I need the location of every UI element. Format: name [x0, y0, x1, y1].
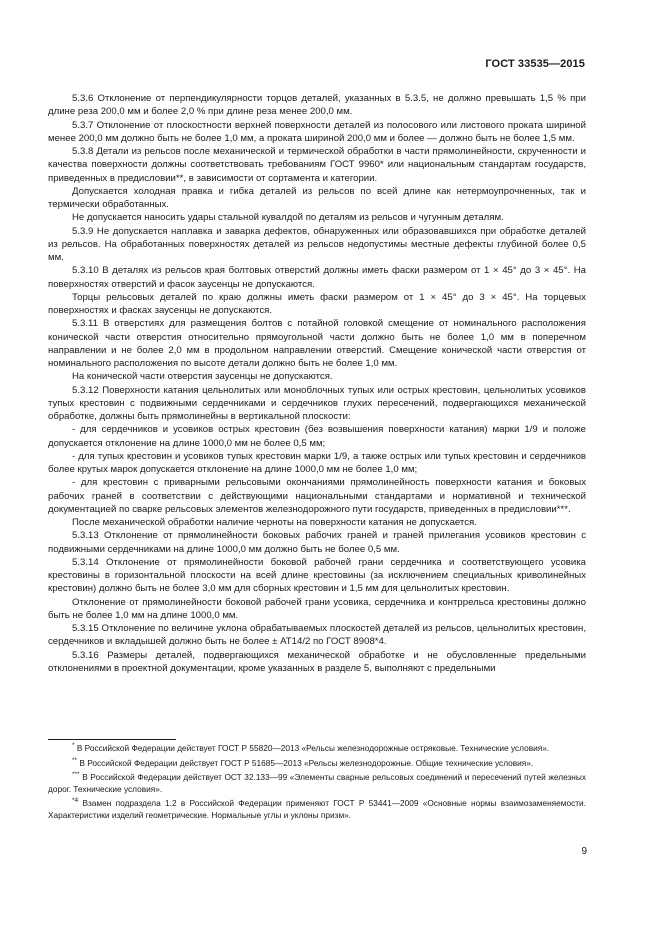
footnote [48, 772, 586, 795]
paragraph: 5.3.14 Отклонение от прямолинейности боковой рабочей грани сердечника и соответствующего усовика крестовины в горизонтальной плоскости на всей длине крестовины (за исключением специальных криволинейных крестовин) должно быть не более 3,0 мм для сборных крестовин и 1,5 мм для цельнолитых крестовин. [48, 556, 586, 595]
footnote-text: В Российской Федерации действует ГОСТ Р 55820—2013 «Рельсы железнодорожные остряковые. Технические условия». [76, 743, 550, 753]
footnote-text: Взамен подраздела 1.2 в Российской Федерации применяют ГОСТ Р 53441—2009 «Основные нормы взаимозаменяемости. Характеристики изделий геометрические. Нормальные углы и уклоны призм». [48, 798, 586, 820]
footnote [48, 798, 586, 821]
paragraph: Отклонение от прямолинейности боковой рабочей грани усовика, сердечника и контррельса крестовины должно быть не более 1,0 мм на длине 1000,0 мм. [48, 596, 586, 621]
paragraph: 5.3.13 Отклонение от прямолинейности боковых рабочих граней и граней прилегания усовиков крестовин с подвижными сердечниками на длине 1000,0 мм должно быть не более 0,5 мм. [48, 530, 586, 555]
footnote-text: В Российской Федерации действует ГОСТ Р 51685—2013 «Рельсы железнодорожные. Общие технические условия». [79, 757, 534, 768]
list-item: - для крестовин с приварными рельсовыми окончаниями прямолинейность поверхности катания и боковых рабочих граней в соответствии с действующими национальными стандартами и нормативной и технической документацией по сварке рельсовых элементов железнодорожного пути государств, приведенных в предисловии***. [48, 477, 586, 515]
footnote-text: В Российской Федерации действует ОСТ 32.133—99 «Элементы сварные рельсовых соединений и пересечений путей железных дорог. Технические условия». [48, 772, 586, 794]
paragraph: 5.3.6 Отклонение от перпендикулярности торцов деталей, указанных в 5.3.5, не должно превышать 1,5 % при длине реза 200,0 мм и более 2,0 % при длине реза менее 200,0 мм. [48, 93, 586, 118]
paragraph: 5.3.16 Размеры деталей, подвергающихся механической обработке и не обусловленные предельными отклонениями в проектной документации, кроме указанных в разделе 5, выполняют с предельными [48, 649, 586, 674]
paragraph: 5.3.15 Отклонение по величине уклона обрабатываемых плоскостей деталей из рельсов, цельнолитых крестовин, сердечников и вкладышей должно быть не более ± AT14/2 по ГОСТ 8908*4. [48, 623, 586, 648]
paragraph: Допускается холодная правка и гибка деталей из рельсов по всей длине как нетермоупрочненных, так и термически обработанных. [48, 185, 586, 210]
paragraph: На конической части отверстия заусенцы не допускаются. [72, 371, 333, 383]
paragraph: Торцы рельсовых деталей по краю должны иметь фаски размером от 1 × 45° до 3 × 45°. На торцевых поверхностях и фасках заусенцы не допускаются. [48, 291, 586, 316]
document-body [48, 92, 586, 675]
footnote [48, 743, 586, 755]
footnote-mark: ** [72, 756, 78, 764]
footnote-divider [48, 739, 176, 740]
paragraph: 5.3.9 Не допускается наплавка и заварка дефектов, обнаруженных или образовавшихся при обработке деталей из рельсов. На обработанных поверхностях деталей из рельсов недопустимы местные дефекты глубиной более 0,5 мм. [48, 225, 586, 263]
footnote-mark: *4 [72, 797, 79, 805]
list-item: - для сердечников и усовиков острых крестовин (без возвышения поверхности катания) марки 1/9 и положе допускается отклонение на длине 1000,0 мм не более 0,5 мм; [48, 424, 586, 449]
footnote-mark: * [72, 742, 75, 749]
paragraph: 5.3.10 В деталях из рельсов края болтовых отверстий должны иметь фаски размером от 1 × 45° до 3 × 45°. На поверхностях отверстий и фасок заусенцы не допускаются. [48, 265, 586, 290]
paragraph: После механической обработки наличие черноты на поверхности катания не допускается. [72, 517, 477, 528]
footnote [48, 758, 586, 770]
paragraph: 5.3.7 Отклонение от плоскостности верхней поверхности деталей из полосового или листового проката шириной менее 200,0 мм должно быть не более 1,0 мм, а проката шириной 200,0 мм и более — должно быть не более 1,5 мм. [48, 119, 586, 144]
paragraph: 5.3.12 Поверхности катания цельнолитых или моноблочных тупых или острых крестовин, цельнолитых усовиков тупых крестовин с подвижными сердечниками и сердечников глухих пересечений, подвергающихся механической обработке, должны быть прямолинейны в вертикальной плоскости: [48, 384, 586, 422]
footnotes [48, 743, 586, 825]
footnote-mark: *** [72, 771, 80, 779]
paragraph: Не допускается наносить удары стальной кувалдой по деталям из рельсов и чугунным деталям. [72, 212, 504, 224]
paragraph: 5.3.8 Детали из рельсов после механической и термической обработки в части прямолинейности, скрученности и качества поверхности должны соответствовать требованиям ГОСТ 9960* или национальным стандартам государств, приведенных в предисловии**, в зависимости от сортамента и категории. [48, 146, 586, 184]
page-number: 9 [581, 846, 587, 857]
paragraph: 5.3.11 В отверстиях для размещения болтов с потайной головкой смещение от номинального расположения конической части отверстия относительно прямоугольной части должно быть не более 1,0 мм в поперечном направлении и не более 2,0 мм в продольном направлении отверстий. Смещение конической части отверстия от номинального расположения по высоте детали должно быть не более 1,0 мм. [48, 318, 586, 369]
document-header: ГОСТ 33535—2015 [485, 58, 585, 70]
list-item: - для тупых крестовин и усовиков тупых крестовин марки 1/9, а также острых или тупых крестовин и сердечников более крутых марок допускается отклонение на длине 1000,0 мм не более 1,0 мм; [48, 450, 586, 475]
